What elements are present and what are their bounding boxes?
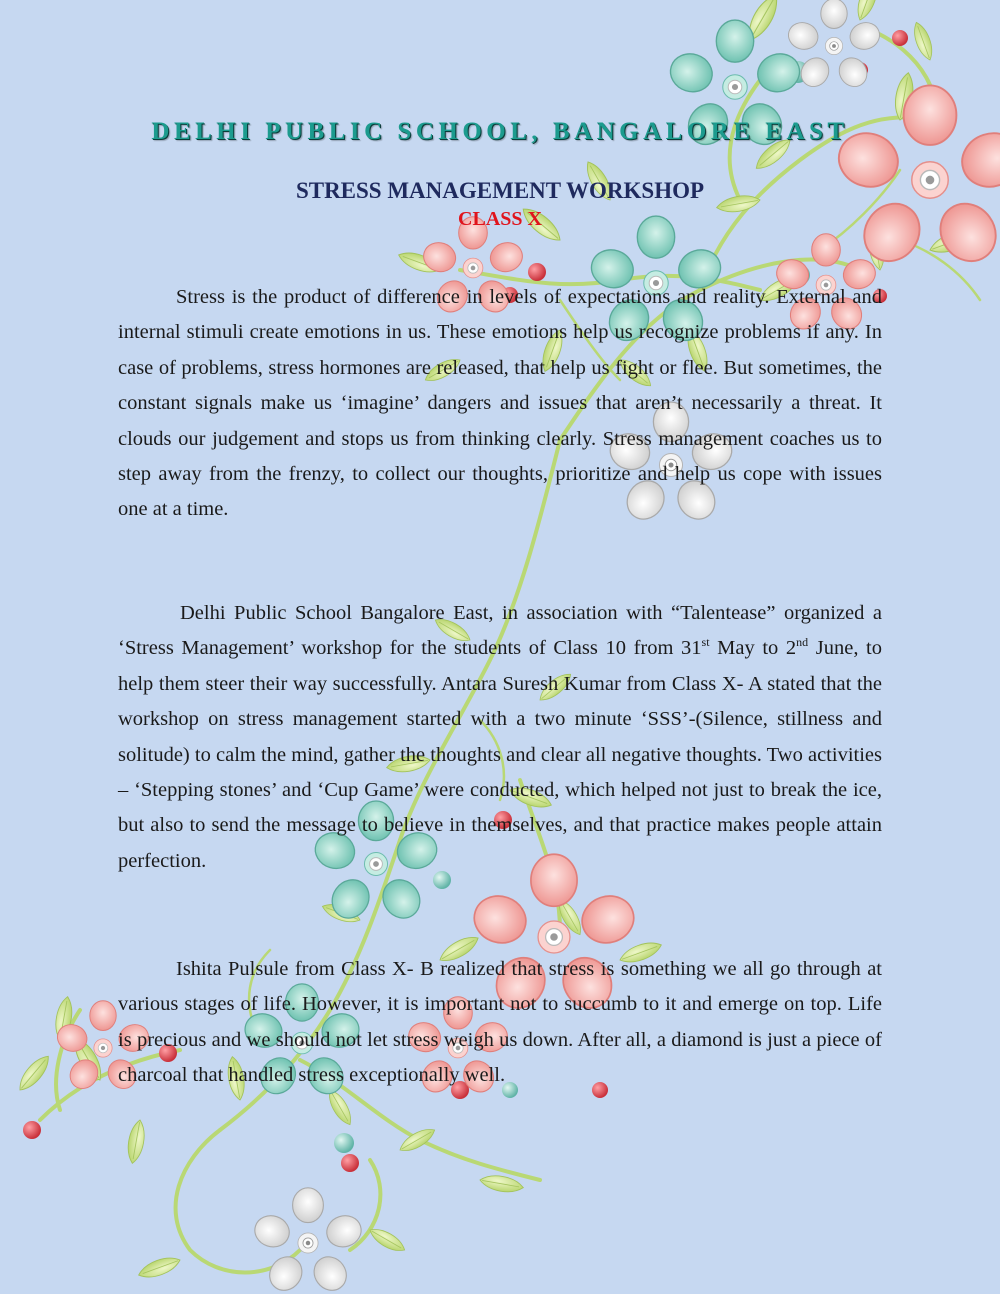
paragraph-text: May to 2 bbox=[709, 637, 797, 660]
paragraph-stress-intro: Stress is the product of difference in levels of expectations and reality. External and internal stimuli create emotions in us. These emotions help us recognize problems if any. In case of problems, stress hormones are released, that help us fight or flee. But sometimes, the constant signals make us ‘imagine’ dangers and issues that aren’t necessarily a threat. It clouds our judgement and stops us from thinking clearly. Stress management coaches us to step away from the frenzy, to collect our thoughts, prioritize and help us cope with issues one at a time. bbox=[118, 286, 882, 521]
class-subtitle: CLASS X bbox=[458, 208, 542, 230]
paragraph-text: June, to help them steer their way successfully. Antara Suresh Kumar from Class X- A stated that the workshop on stress management started with a two minute ‘SSS’-(Silence, stillness and solitude) to calm the mind, gather the thoughts and clear all negative thoughts. Two activities – ‘Stepping stones’ and ‘Cup Game’ were conducted, which helped not just to break the ice, but also to send the message to believe in themselves, and that practice makes people attain perfection. bbox=[118, 637, 882, 872]
date-superscript: nd bbox=[796, 635, 809, 650]
school-name-heading: DELHI PUBLIC SCHOOL, BANGALORE EAST bbox=[151, 118, 849, 145]
paragraph-text: Delhi Public School Bangalore East, in association with “Talentease” organized a ‘Stress Management’ workshop for the students of Class 10 from 31 bbox=[118, 602, 882, 660]
pink-flower-icon bbox=[54, 85, 1000, 1097]
workshop-title: STRESS MANAGEMENT WORKSHOP bbox=[295, 178, 705, 203]
paragraph-workshop-details bbox=[118, 596, 882, 879]
paragraph-student-reflection: Ishita Pulsule from Class X- B realized that stress is something we all go through at various stages of life. However, it is important not to succumb to it and emerge on top. Life is precious and we should not let stress weigh us down. After all, a diamond is just a piece of charcoal that handled stress exceptionally well. bbox=[118, 958, 882, 1087]
date-superscript: st bbox=[701, 635, 710, 650]
